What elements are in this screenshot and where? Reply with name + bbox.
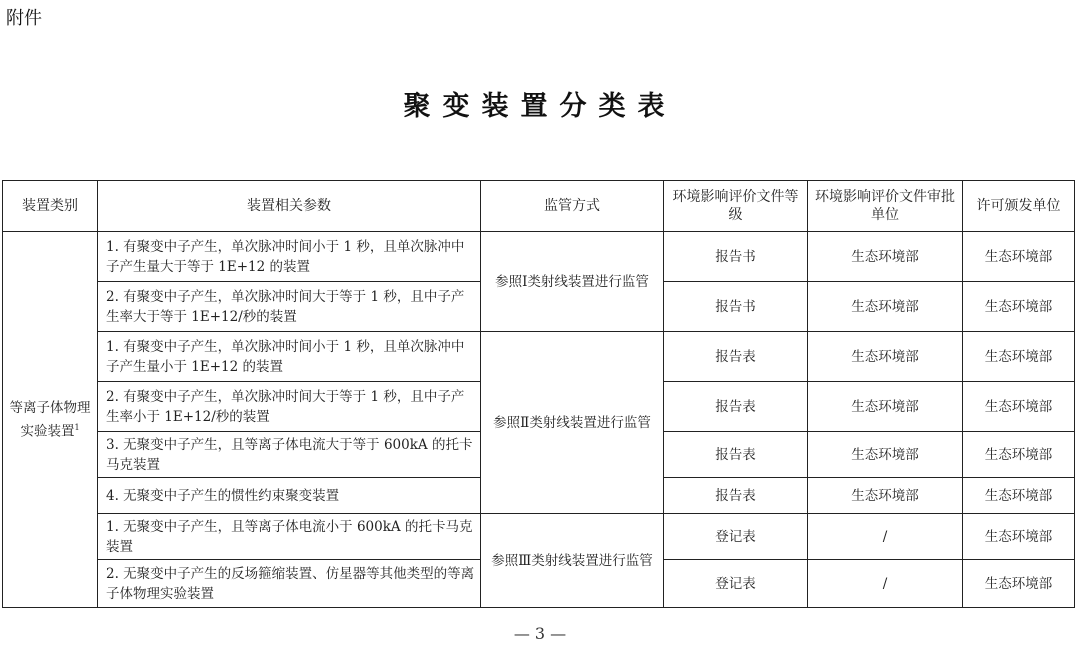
param-cell: 1. 有聚变中子产生，单次脉冲时间小于 1 秒，且单次脉冲中子产生量大于等于 1E+12 的装置 xyxy=(98,232,481,282)
approval-unit-cell: 生态环境部 xyxy=(808,478,963,514)
license-unit-cell: 生态环境部 xyxy=(963,232,1075,282)
device-category-label: 等离子体物理实验装置 xyxy=(9,399,91,440)
license-unit-cell: 生态环境部 xyxy=(963,282,1075,332)
approval-unit-cell: / xyxy=(808,560,963,608)
license-unit-cell: 生态环境部 xyxy=(963,514,1075,560)
column-header: 装置相关参数 xyxy=(98,181,481,232)
approval-unit-cell: 生态环境部 xyxy=(808,232,963,282)
param-cell: 2. 无聚变中子产生的反场箍缩装置、仿星器等其他类型的等离子体物理实验装置 xyxy=(98,560,481,608)
classification-table xyxy=(2,180,1075,608)
table-row xyxy=(3,332,1075,382)
supervision-cell: 参照Ⅱ类射线装置进行监管 xyxy=(481,332,664,514)
param-cell: 2. 有聚变中子产生，单次脉冲时间大于等于 1 秒，且中子产生率小于 1E+12/秒的装置 xyxy=(98,382,481,432)
param-cell: 3. 无聚变中子产生，且等离子体电流大于等于 600kA 的托卡马克装置 xyxy=(98,432,481,478)
column-header: 许可颁发单位 xyxy=(963,181,1075,232)
eia-level-cell: 报告书 xyxy=(664,232,808,282)
license-unit-cell: 生态环境部 xyxy=(963,478,1075,514)
eia-level-cell: 报告表 xyxy=(664,382,808,432)
table-row xyxy=(3,232,1075,282)
param-cell: 1. 有聚变中子产生，单次脉冲时间小于 1 秒，且单次脉冲中子产生量小于 1E+12 的装置 xyxy=(98,332,481,382)
attachment-label: 附件 xyxy=(6,8,42,29)
column-header: 监管方式 xyxy=(481,181,664,232)
approval-unit-cell: 生态环境部 xyxy=(808,282,963,332)
license-unit-cell: 生态环境部 xyxy=(963,382,1075,432)
column-header: 环境影响评价文件审批单位 xyxy=(808,181,963,232)
param-cell: 4. 无聚变中子产生的惯性约束聚变装置 xyxy=(98,478,481,514)
approval-unit-cell: 生态环境部 xyxy=(808,382,963,432)
eia-level-cell: 报告书 xyxy=(664,282,808,332)
eia-level-cell: 报告表 xyxy=(664,332,808,382)
approval-unit-cell: 生态环境部 xyxy=(808,332,963,382)
param-cell: 1. 无聚变中子产生，且等离子体电流小于 600kA 的托卡马克装置 xyxy=(98,514,481,560)
supervision-cell: 参照Ⅲ类射线装置进行监管 xyxy=(481,514,664,608)
approval-unit-cell: 生态环境部 xyxy=(808,432,963,478)
column-header: 装置类别 xyxy=(3,181,98,232)
eia-level-cell: 登记表 xyxy=(664,560,808,608)
supervision-cell: 参照Ⅰ类射线装置进行监管 xyxy=(481,232,664,332)
table-header-row xyxy=(3,181,1075,232)
eia-level-cell: 报告表 xyxy=(664,478,808,514)
approval-unit-cell: / xyxy=(808,514,963,560)
license-unit-cell: 生态环境部 xyxy=(963,560,1075,608)
device-category-cell xyxy=(3,232,98,608)
license-unit-cell: 生态环境部 xyxy=(963,332,1075,382)
eia-level-cell: 登记表 xyxy=(664,514,808,560)
footnote-marker: 1 xyxy=(74,422,80,432)
license-unit-cell: 生态环境部 xyxy=(963,432,1075,478)
eia-level-cell: 报告表 xyxy=(664,432,808,478)
page-title: 聚变装置分类表 xyxy=(403,91,677,122)
table-row xyxy=(3,514,1075,560)
param-cell: 2. 有聚变中子产生，单次脉冲时间大于等于 1 秒，且中子产生率大于等于 1E+12/秒的装置 xyxy=(98,282,481,332)
column-header: 环境影响评价文件等级 xyxy=(664,181,808,232)
page-number: — 3 — xyxy=(513,624,567,643)
